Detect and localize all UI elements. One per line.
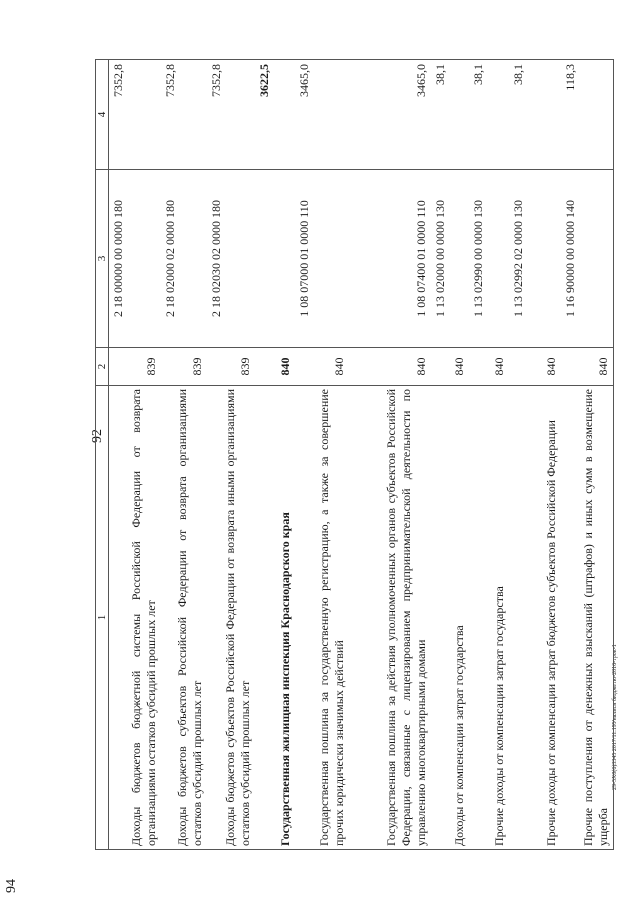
row-admin-code: 840 xyxy=(469,348,509,386)
row-budget-code xyxy=(255,170,295,348)
row-name: Доходы от компенсации затрат государства xyxy=(431,386,469,850)
row-name: Доходы бюджетов субъектов Российской Федерации от возврата организациями остатков субсидий прошлых лет xyxy=(161,386,207,850)
row-admin-code: 840 xyxy=(431,348,469,386)
row-amount: 3622,5 xyxy=(255,60,295,170)
row-budget-code: 1 08 07000 01 0000 110 xyxy=(295,170,349,348)
page-number-top: 92 xyxy=(90,429,105,443)
row-admin-code: 840 xyxy=(255,348,295,386)
row-amount: 38,1 xyxy=(509,60,561,170)
row-name: Доходы бюджетов субъектов Российской Федерации от возврата иными организациями остатков субсидий прошлых лет xyxy=(207,386,255,850)
header-col-2: 2 xyxy=(96,348,109,386)
header-col-1: 1 xyxy=(96,386,109,850)
row-budget-code: 1 13 02992 02 0000 130 xyxy=(509,170,561,348)
row-name: Государственная жилищная инспекция Краснодарского края xyxy=(255,386,295,850)
row-name: Государственная пошлина за действия уполномоченных органов субъектов Российской Федерации, связанные с лицензированием предпринимательской деятельности по управлению многоквартирными домами xyxy=(349,386,431,850)
table-row xyxy=(109,60,162,850)
row-admin-code: 839 xyxy=(207,348,255,386)
table-row xyxy=(561,60,614,850)
row-admin-code: 840 xyxy=(561,348,614,386)
row-amount: 118,3 xyxy=(561,60,614,170)
row-amount: 3465,0 xyxy=(349,60,431,170)
row-budget-code: 2 18 02000 02 0000 180 xyxy=(161,170,207,348)
row-admin-code: 840 xyxy=(295,348,349,386)
rotated-table-container xyxy=(95,60,615,850)
row-admin-code: 839 xyxy=(161,348,207,386)
row-amount: 7352,8 xyxy=(161,60,207,170)
row-amount: 38,1 xyxy=(431,60,469,170)
table-row xyxy=(469,60,509,850)
table-row xyxy=(349,60,431,850)
row-budget-code: 1 13 02990 00 0000 130 xyxy=(469,170,509,348)
table-row xyxy=(295,60,349,850)
row-amount: 7352,8 xyxy=(109,60,162,170)
header-col-4: 4 xyxy=(96,60,109,170)
row-amount: 3465,0 xyxy=(295,60,349,170)
page-number-bottom: 94 xyxy=(4,879,19,893)
row-budget-code: 1 13 02000 00 0000 130 xyxy=(431,170,469,348)
row-budget-code: 1 16 90000 00 0000 140 xyxy=(561,170,614,348)
row-name: Прочие поступления от денежных взысканий (штрафов) и иных сумм в возмещение ущерба xyxy=(561,386,614,850)
table-row xyxy=(509,60,561,850)
row-amount: 7352,8 xyxy=(207,60,255,170)
row-budget-code: 1 08 07400 01 0000 110 xyxy=(349,170,431,348)
row-admin-code: 839 xyxy=(109,348,162,386)
row-name: Прочие доходы от компенсации затрат государства xyxy=(469,386,509,850)
table-header-row xyxy=(96,60,109,850)
header-col-3: 3 xyxy=(96,170,109,348)
row-budget-code: 2 18 02030 02 0000 180 xyxy=(207,170,255,348)
row-name: Государственная пошлина за государственную регистрацию, а также за совершение прочих юридически значимых действий xyxy=(295,386,349,850)
table-row xyxy=(255,60,295,850)
row-name: Прочие доходы от компенсации затрат бюджетов субъектов Российской Федерации xyxy=(509,386,561,850)
revenue-table xyxy=(95,59,614,850)
row-budget-code: 2 18 00000 00 0000 180 xyxy=(109,170,162,348)
table-row xyxy=(161,60,207,850)
row-amount: 38,1 xyxy=(469,60,509,170)
table-row xyxy=(207,60,255,850)
row-admin-code: 840 xyxy=(509,348,561,386)
footer-file-path: 29-5X0(6)3345 2017/11.19Уналиси бюджетю-2016-трок-1 xyxy=(612,644,618,790)
row-admin-code: 840 xyxy=(349,348,431,386)
row-name: Доходы бюджетов бюджетной системы Российской Федерации от возврата организациями остатков субсидий прошлых лет xyxy=(109,386,162,850)
table-row xyxy=(431,60,469,850)
